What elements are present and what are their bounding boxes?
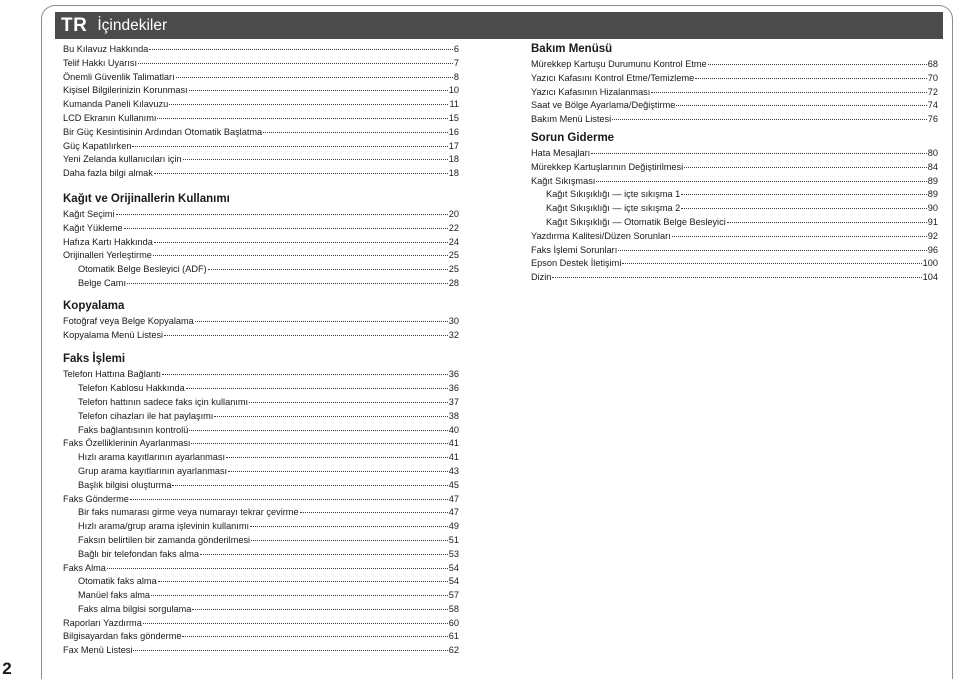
dot-leader bbox=[618, 250, 926, 251]
dot-leader bbox=[226, 457, 448, 458]
dot-leader bbox=[107, 568, 448, 569]
toc-entry[interactable] bbox=[531, 147, 938, 161]
dot-leader bbox=[124, 228, 448, 229]
toc-entry[interactable] bbox=[63, 575, 459, 589]
toc-entry-page: 45 bbox=[448, 479, 459, 490]
toc-entry-page: 92 bbox=[927, 230, 938, 241]
toc-entry[interactable] bbox=[63, 493, 459, 507]
section-heading[interactable]: Bakım Menüsü bbox=[531, 43, 613, 55]
dot-leader bbox=[186, 388, 448, 389]
toc-entry-page: 72 bbox=[927, 86, 938, 97]
toc-entry-page: 47 bbox=[448, 507, 459, 518]
toc-entry-title: LCD Ekranın Kullanımı bbox=[63, 112, 157, 123]
toc-header bbox=[55, 12, 943, 39]
toc-entry-page: 17 bbox=[448, 140, 459, 151]
toc-entry[interactable] bbox=[531, 58, 938, 72]
toc-entry-page: 11 bbox=[449, 99, 459, 110]
toc-entry[interactable] bbox=[63, 603, 459, 617]
dot-leader bbox=[596, 181, 926, 182]
page-number: 2 bbox=[2, 659, 12, 678]
toc-entry-page: 53 bbox=[448, 548, 459, 559]
toc-entry-page: 18 bbox=[448, 154, 459, 165]
dot-leader bbox=[149, 49, 453, 50]
toc-entry-title: Dizin bbox=[531, 272, 552, 283]
toc-section bbox=[531, 132, 938, 271]
toc-entry[interactable] bbox=[531, 230, 938, 244]
toc-entry-title: Kumanda Paneli Kılavuzu bbox=[63, 99, 169, 110]
toc-column-left bbox=[63, 43, 459, 658]
toc-entry-page: 16 bbox=[448, 126, 459, 137]
toc-entry-page: 7 bbox=[453, 57, 459, 68]
toc-entry-page: 70 bbox=[927, 72, 938, 83]
toc-entry[interactable] bbox=[63, 644, 459, 658]
dot-leader bbox=[651, 92, 926, 93]
toc-entry-title: Faks bağlantısının kontrolü bbox=[78, 424, 189, 435]
dot-leader bbox=[684, 167, 927, 168]
toc-section bbox=[531, 43, 938, 127]
toc-entry[interactable] bbox=[531, 216, 938, 230]
page-title: İçindekiler bbox=[97, 16, 168, 34]
toc-entry-title: Yazıcı Kafasını Kontrol Etme/Temizleme bbox=[531, 72, 695, 83]
toc-entry-page: 47 bbox=[448, 493, 459, 504]
toc-entry-title: Faksın belirtilen bir zamanda gönderilmesi bbox=[78, 534, 251, 545]
toc-entry[interactable] bbox=[63, 589, 459, 603]
toc-entry-title: Kağıt Yükleme bbox=[63, 222, 123, 233]
toc-entry-title: Raporları Yazdırma bbox=[63, 617, 142, 628]
toc-column-right bbox=[531, 43, 938, 285]
toc-entry[interactable] bbox=[63, 153, 459, 167]
toc-entry[interactable] bbox=[63, 84, 459, 98]
toc-entry-page: 38 bbox=[448, 410, 459, 421]
toc-entry-title: Faks alma bilgisi sorgulama bbox=[78, 603, 192, 614]
toc-entry-page: 43 bbox=[448, 465, 459, 476]
toc-entry-page: 84 bbox=[927, 161, 938, 172]
toc-entry-title: Otomatik faks alma bbox=[78, 576, 157, 587]
toc-entry-page: 100 bbox=[922, 258, 938, 269]
dot-leader bbox=[153, 255, 448, 256]
toc-section bbox=[63, 193, 459, 291]
dot-leader bbox=[158, 581, 448, 582]
toc-entry-title: Kopyalama Menü Listesi bbox=[63, 329, 164, 340]
toc-entry-title: Güç Kapatılırken bbox=[63, 140, 132, 151]
toc-entry[interactable] bbox=[63, 410, 459, 424]
dot-leader bbox=[727, 222, 927, 223]
dot-leader bbox=[681, 208, 926, 209]
toc-entry-page: 24 bbox=[448, 236, 459, 247]
toc-entry-page: 28 bbox=[448, 277, 459, 288]
toc-entry-title: Önemli Güvenlik Talimatları bbox=[63, 71, 175, 82]
section-heading[interactable]: Kopyalama bbox=[63, 299, 125, 312]
toc-entry[interactable] bbox=[63, 126, 459, 140]
toc-entry[interactable] bbox=[63, 249, 459, 263]
toc-entry-title: Kağıt Sıkışıklığı — Otomatik Belge Besleyici bbox=[546, 216, 726, 227]
toc-entry-page: 6 bbox=[453, 44, 459, 54]
dot-leader bbox=[169, 104, 448, 105]
toc-entry-title: Kağıt Sıkışıklığı — içte sıkışma 2 bbox=[546, 203, 681, 214]
toc-entry-title: Kağıt Sıkışması bbox=[531, 175, 596, 186]
toc-entry-title: Otomatik Belge Besleyici (ADF) bbox=[78, 264, 207, 275]
toc-entry-page: 41 bbox=[448, 452, 459, 463]
section-heading[interactable]: Kağıt ve Orijinallerin Kullanımı bbox=[63, 192, 230, 205]
toc-entry-page: 36 bbox=[448, 383, 459, 394]
toc-entry[interactable] bbox=[63, 263, 459, 277]
dot-leader bbox=[182, 636, 447, 637]
toc-entry-page: 104 bbox=[922, 272, 938, 283]
toc-entry[interactable] bbox=[63, 424, 459, 438]
toc-entry-title: Fax Menü Listesi bbox=[63, 645, 133, 656]
toc-entry[interactable] bbox=[63, 534, 459, 548]
toc-entry-title: Mürekkep Kartuşu Durumunu Kontrol Etme bbox=[531, 59, 707, 69]
toc-entry-page: 89 bbox=[927, 175, 938, 186]
toc-entry-title: Bir faks numarası girme veya numarayı tekrar çevirme bbox=[78, 507, 299, 518]
dot-leader bbox=[143, 623, 448, 624]
toc-entry-page: 80 bbox=[927, 147, 938, 158]
toc-entry-page: 41 bbox=[448, 438, 459, 449]
toc-entry[interactable] bbox=[63, 630, 459, 644]
toc-entry-page: 49 bbox=[448, 521, 459, 532]
toc-entry[interactable] bbox=[531, 99, 938, 113]
toc-entry-page: 54 bbox=[448, 562, 459, 573]
toc-entry-title: Kişisel Bilgilerinizin Korunması bbox=[63, 85, 188, 96]
dot-leader bbox=[172, 485, 447, 486]
toc-entry-title: Orijinalleri Yerleştirme bbox=[63, 250, 152, 261]
toc-entry[interactable] bbox=[63, 208, 459, 222]
toc-entry[interactable] bbox=[531, 188, 938, 202]
dot-leader bbox=[183, 159, 448, 160]
toc-entry[interactable] bbox=[63, 479, 459, 493]
dot-leader bbox=[191, 443, 447, 444]
toc-entry-title: Başlık bilgisi oluşturma bbox=[78, 479, 172, 490]
toc-entry[interactable] bbox=[531, 72, 938, 86]
toc-entry-title: Yazdırma Kalitesi/Düzen Sorunları bbox=[531, 230, 671, 241]
toc-entry[interactable] bbox=[63, 562, 459, 576]
toc-entry[interactable] bbox=[531, 244, 938, 258]
toc-entry-title: Hızlı arama/grup arama işlevinin kullanımı bbox=[78, 521, 250, 532]
dot-leader bbox=[300, 512, 448, 513]
toc-entry[interactable] bbox=[63, 382, 459, 396]
toc-entry[interactable] bbox=[63, 222, 459, 236]
toc-entry-title: Faks Gönderme bbox=[63, 493, 129, 504]
dot-leader bbox=[154, 173, 448, 174]
toc-entry-title: Manüel faks alma bbox=[78, 590, 151, 601]
dot-leader bbox=[552, 277, 921, 278]
section-heading[interactable]: Sorun Giderme bbox=[531, 131, 615, 144]
toc-entry-title: Telefon Kablosu Hakkında bbox=[78, 383, 185, 394]
toc-entry[interactable] bbox=[63, 329, 459, 343]
toc-entry-title: Grup arama kayıtlarının ayarlanması bbox=[78, 465, 228, 476]
dot-leader bbox=[138, 63, 453, 64]
toc-entry[interactable] bbox=[63, 617, 459, 631]
dot-leader bbox=[164, 335, 448, 336]
toc-entry-title: Faks Alma bbox=[63, 562, 106, 573]
toc-entry-title: Telefon cihazları ile hat paylaşımı bbox=[78, 410, 214, 421]
toc-entry-title: Hata Mesajları bbox=[531, 147, 591, 158]
dot-leader bbox=[127, 283, 448, 284]
toc-entry-page: 37 bbox=[448, 396, 459, 407]
toc-entry[interactable] bbox=[63, 437, 459, 451]
toc-entry[interactable] bbox=[531, 257, 938, 271]
toc-entry-title: Yeni Zelanda kullanıcıları için bbox=[63, 154, 182, 165]
toc-entry-page: 51 bbox=[448, 534, 459, 545]
toc-entry[interactable] bbox=[63, 57, 459, 71]
toc-entry-title: Telif Hakkı Uyarısı bbox=[63, 57, 138, 68]
toc-entry[interactable] bbox=[63, 506, 459, 520]
dot-leader bbox=[154, 242, 448, 243]
dot-leader bbox=[162, 374, 448, 375]
toc-entry[interactable] bbox=[531, 113, 938, 127]
toc-entry-title: Kağıt Sıkışıklığı — içte sıkışma 1 bbox=[546, 189, 681, 200]
dot-leader bbox=[130, 499, 448, 500]
toc-entry-page: 18 bbox=[448, 168, 459, 179]
toc-entry-page: 36 bbox=[448, 369, 459, 380]
section-heading[interactable]: Faks İşlemi bbox=[63, 353, 126, 366]
toc-entry-title: Bağlı bir telefondan faks alma bbox=[78, 548, 200, 559]
toc-entry[interactable] bbox=[63, 548, 459, 562]
dot-leader bbox=[263, 132, 448, 133]
dot-leader bbox=[676, 105, 926, 106]
toc-entry-title: Daha fazla bilgi almak bbox=[63, 168, 153, 179]
toc-entry-page: 20 bbox=[448, 208, 459, 219]
toc-entry[interactable] bbox=[63, 368, 459, 382]
toc-entry-title: Hızlı arama kayıtlarının ayarlanması bbox=[78, 452, 226, 463]
toc-entry-title: Bir Güç Kesintisinin Ardından Otomatik Başlatma bbox=[63, 126, 263, 137]
dot-leader bbox=[708, 64, 927, 65]
toc-entry-page: 62 bbox=[448, 645, 459, 656]
toc-entry[interactable] bbox=[63, 315, 459, 329]
dot-leader bbox=[214, 416, 447, 417]
dot-leader bbox=[622, 263, 921, 264]
toc-entry[interactable] bbox=[63, 167, 459, 181]
dot-leader bbox=[133, 650, 447, 651]
dot-leader bbox=[157, 118, 447, 119]
dot-leader bbox=[189, 430, 447, 431]
dot-leader bbox=[672, 236, 927, 237]
dot-leader bbox=[192, 609, 447, 610]
toc-entry-title: Saat ve Bölge Ayarlama/Değiştirme bbox=[531, 100, 676, 111]
toc-entry-title: Hafıza Kartı Hakkında bbox=[63, 236, 153, 247]
toc-entry-title: Belge Camı bbox=[78, 277, 127, 288]
toc-section bbox=[63, 353, 459, 658]
toc-entry-page: 76 bbox=[927, 114, 938, 125]
toc-entry-title: Kağıt Seçimi bbox=[63, 208, 115, 219]
toc-entry-title: Yazıcı Kafasının Hizalanması bbox=[531, 86, 651, 97]
toc-entry-page: 8 bbox=[453, 71, 459, 82]
toc-entry-title: Telefon hattının sadece faks için kullanımı bbox=[78, 396, 249, 407]
toc-entry-page: 89 bbox=[927, 189, 938, 200]
toc-entry-title: Fotoğraf veya Belge Kopyalama bbox=[63, 315, 194, 326]
toc-entry[interactable] bbox=[531, 175, 938, 189]
toc-entry-title: Epson Destek İletişimi bbox=[531, 258, 622, 269]
toc-entry-page: 96 bbox=[927, 244, 938, 255]
toc-entry-title: Bakım Menü Listesi bbox=[531, 114, 612, 125]
dot-leader bbox=[189, 90, 448, 91]
toc-entry[interactable] bbox=[63, 396, 459, 410]
dot-leader bbox=[151, 595, 448, 596]
language-code: TR bbox=[61, 14, 88, 36]
dot-leader bbox=[249, 402, 448, 403]
dot-leader bbox=[612, 119, 927, 120]
toc-entry-page: 10 bbox=[448, 85, 459, 96]
dot-leader bbox=[591, 153, 927, 154]
dot-leader bbox=[250, 526, 448, 527]
toc-entry-page: 25 bbox=[448, 250, 459, 261]
toc-entry-page: 58 bbox=[448, 603, 459, 614]
toc-entry-page: 15 bbox=[448, 112, 459, 123]
toc-entry-page: 22 bbox=[448, 222, 459, 233]
dot-leader bbox=[116, 214, 448, 215]
toc-entry-page: 32 bbox=[448, 329, 459, 340]
toc-entry[interactable] bbox=[63, 236, 459, 250]
toc-entry[interactable] bbox=[63, 71, 459, 85]
toc-entry[interactable] bbox=[531, 202, 938, 216]
dot-leader bbox=[251, 540, 448, 541]
toc-entry-title: Mürekkep Kartuşlarının Değiştirilmesi bbox=[531, 161, 684, 172]
toc-entry[interactable] bbox=[63, 43, 459, 57]
toc-entry-title: Bu Kılavuz Hakkında bbox=[63, 44, 149, 54]
dot-leader bbox=[681, 194, 926, 195]
dot-leader bbox=[132, 146, 447, 147]
toc-entry-page: 30 bbox=[448, 315, 459, 326]
toc-entry-page: 57 bbox=[448, 590, 459, 601]
toc-entry[interactable] bbox=[63, 465, 459, 479]
toc-entry[interactable] bbox=[531, 86, 938, 100]
toc-entry[interactable] bbox=[63, 98, 459, 112]
dot-leader bbox=[208, 269, 448, 270]
dot-leader bbox=[195, 321, 448, 322]
dot-leader bbox=[695, 78, 927, 79]
toc-entry-page: 61 bbox=[448, 631, 459, 642]
toc-entry[interactable] bbox=[63, 451, 459, 465]
toc-section bbox=[63, 300, 459, 343]
toc-entry-title: Bilgisayardan faks gönderme bbox=[63, 631, 182, 642]
dot-leader bbox=[228, 471, 448, 472]
toc-entry[interactable] bbox=[531, 161, 938, 175]
toc-entry-page: 91 bbox=[927, 216, 938, 227]
toc-entry[interactable] bbox=[63, 277, 459, 291]
toc-entry-title: Telefon Hattına Bağlantı bbox=[63, 369, 162, 380]
dot-leader bbox=[200, 554, 448, 555]
toc-entry-page: 25 bbox=[448, 264, 459, 275]
toc-entry-page: 68 bbox=[927, 59, 938, 69]
toc-entry[interactable] bbox=[531, 271, 938, 285]
toc-entry-title: Faks Özelliklerinin Ayarlanması bbox=[63, 438, 191, 449]
toc-entry[interactable] bbox=[63, 112, 459, 126]
toc-entry-page: 60 bbox=[448, 617, 459, 628]
dot-leader bbox=[176, 77, 453, 78]
toc-entry-page: 90 bbox=[927, 203, 938, 214]
toc-entry-page: 40 bbox=[448, 424, 459, 435]
toc-entry-page: 74 bbox=[927, 100, 938, 111]
toc-entry[interactable] bbox=[63, 140, 459, 154]
toc-entry[interactable] bbox=[63, 520, 459, 534]
toc-entry-page: 54 bbox=[448, 576, 459, 587]
toc-entry-title: Faks İşlemi Sorunları bbox=[531, 244, 618, 255]
